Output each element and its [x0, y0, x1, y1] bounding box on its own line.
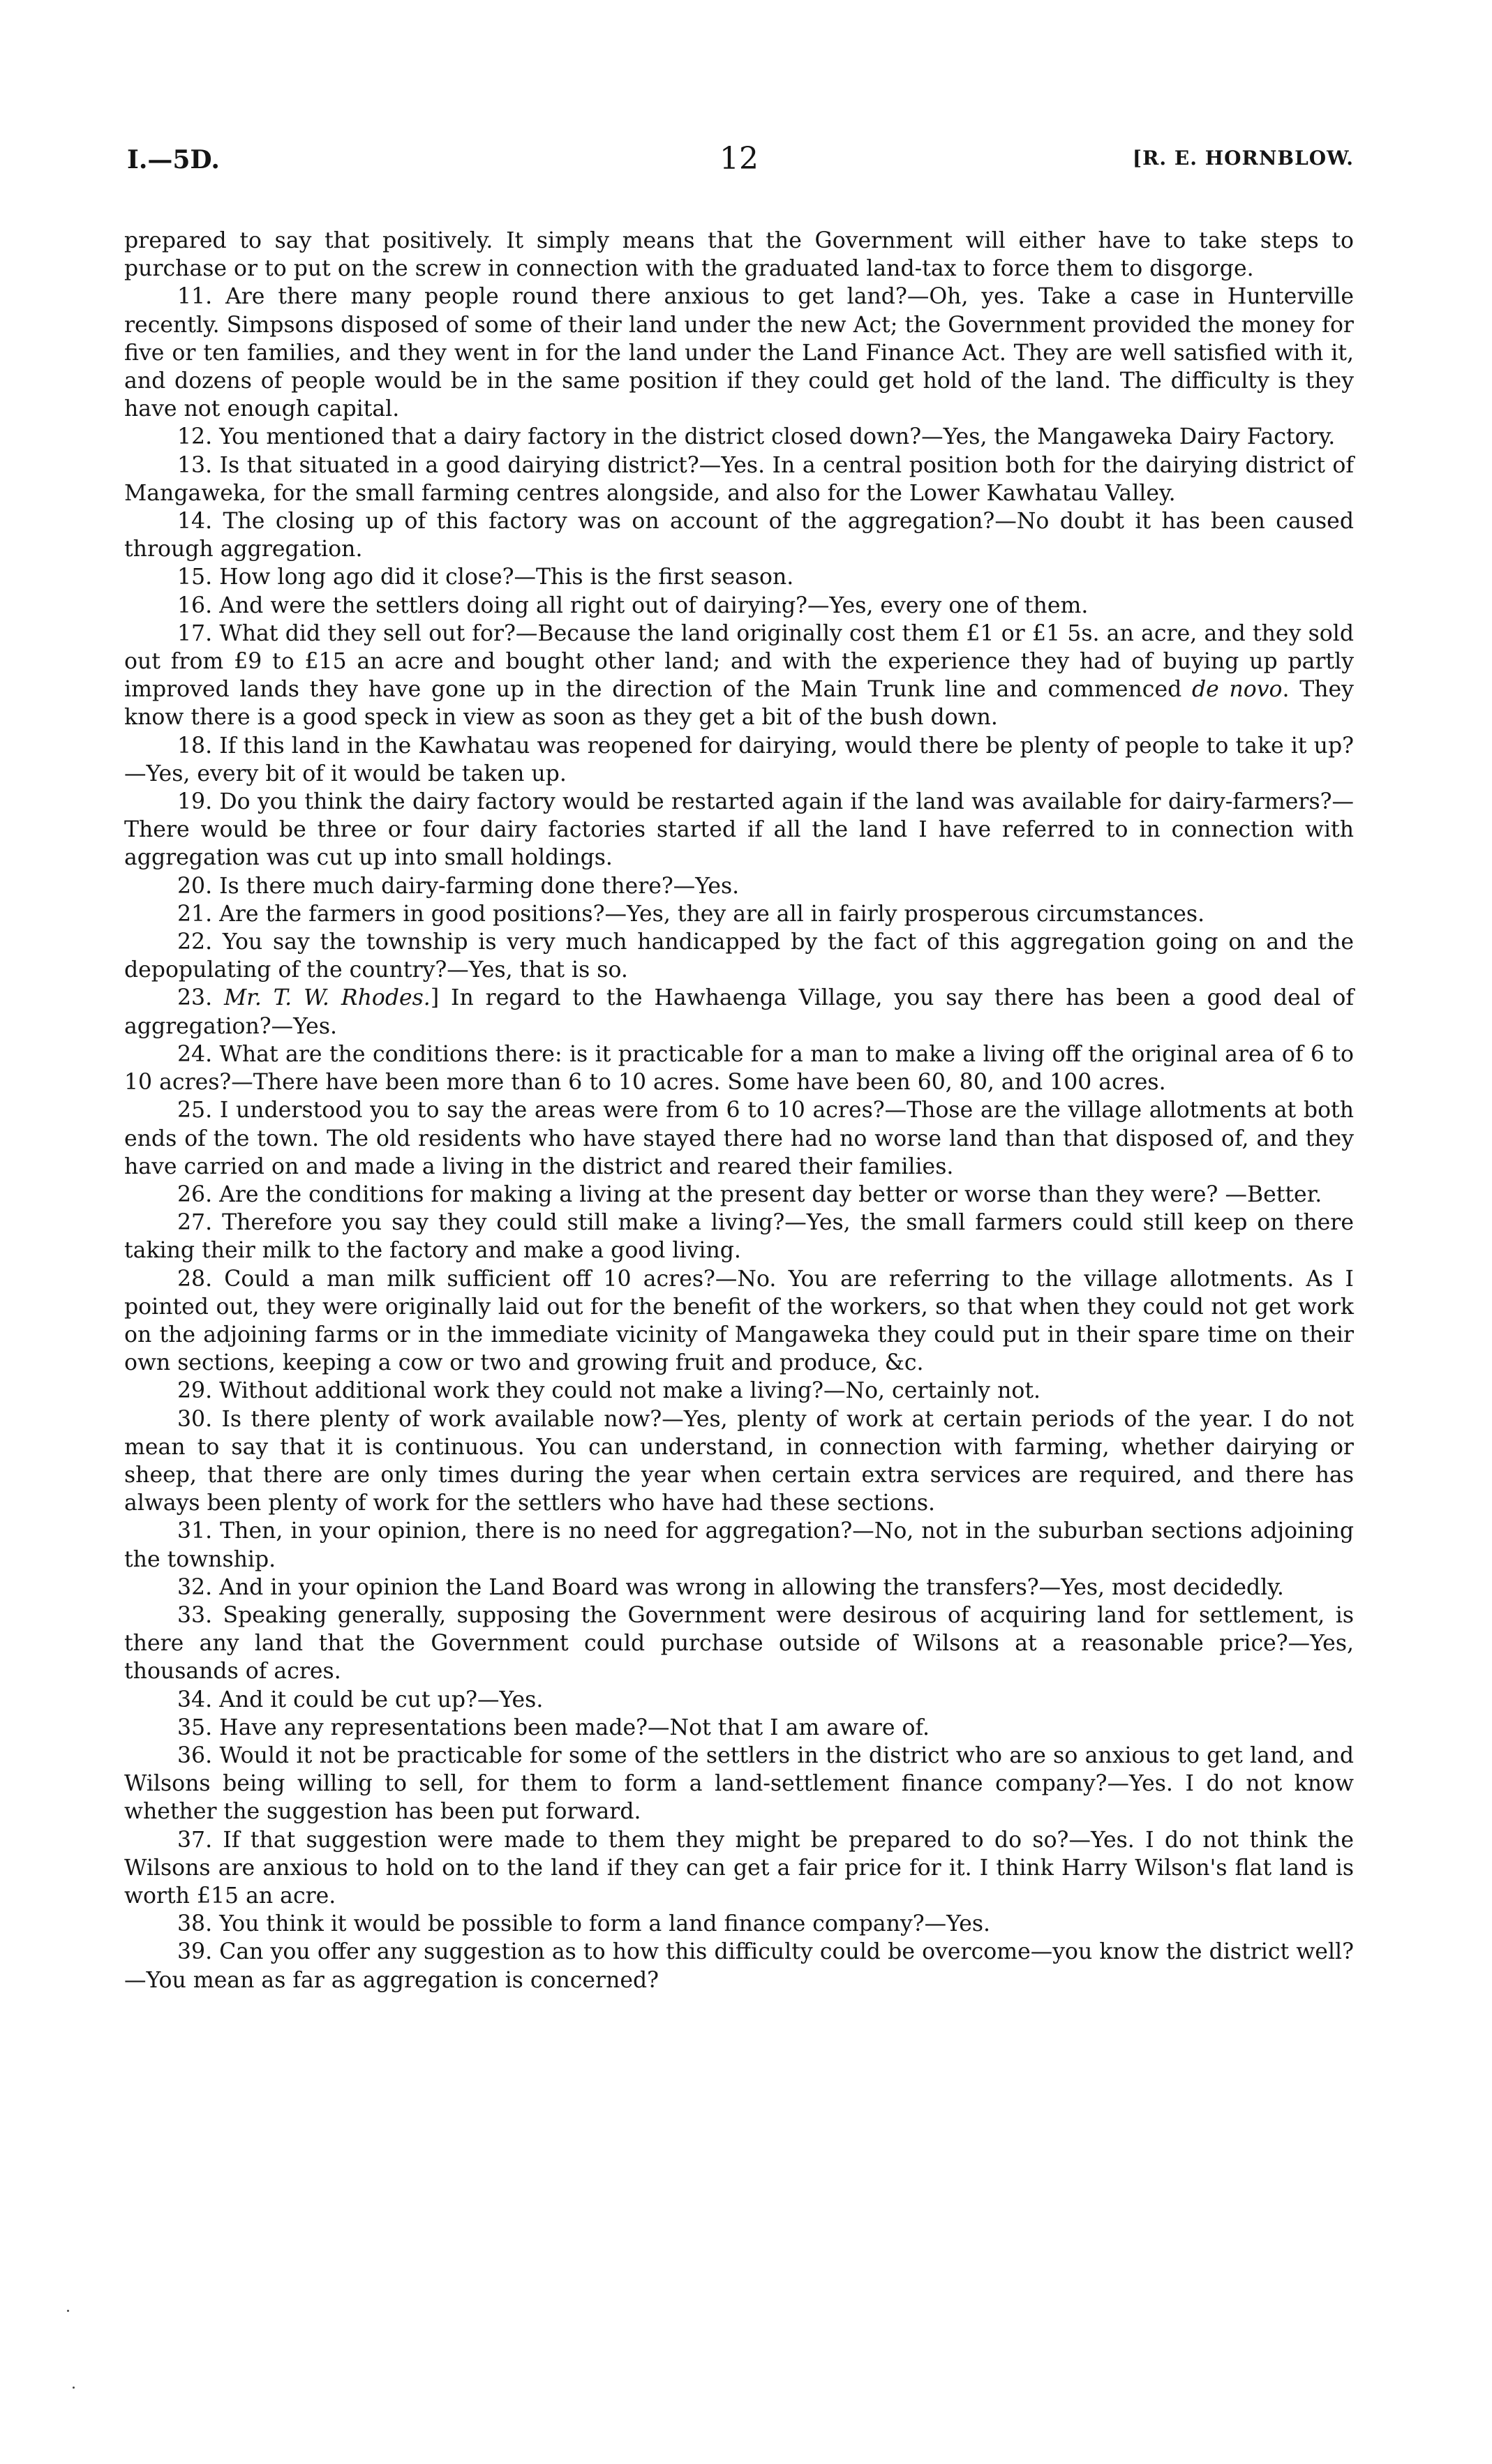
question-38: 38. You think it would be possible to form a land finance company?—Yes.	[177, 1911, 991, 1937]
question-39: 39. Can you offer any suggestion as to how this difficulty could be overcome—you know the district well?—You mean as far as aggregation is concerned?	[124, 1939, 1354, 1993]
document-page	[124, 141, 1354, 1994]
question-17-end: . They know there is a good speck in view as soon as they get a bit of the bush down.	[124, 677, 1354, 731]
latin-phrase: de novo	[1191, 677, 1283, 703]
question-25: 25. I understood you to say the areas were from 6 to 10 acres?—Those are the village allotments at both ends of the town. The old residents who have stayed there had no worse land than that disposed of, and they have carried on and made a living in the district and reared their families.	[124, 1098, 1354, 1179]
question-23	[124, 984, 1354, 1040]
question-37: 37. If that suggestion were made to them they might be prepared to do so?—Yes. I do not think the Wilsons are anxious to hold on to the land if they can get a fair price for it. I think Harry Wilson's flat land is worth £15 an acre.	[124, 1827, 1354, 1909]
question-15: 15. How long ago did it close?—This is the first season.	[177, 565, 794, 590]
question-19: 19. Do you think the dairy factory would be restarted again if the land was available for dairy-farmers?—There would be three or four dairy factories started if all the land I have referred to in connection with aggregation was cut up into small holdings.	[124, 789, 1354, 871]
question-12: 12. You mentioned that a dairy factory in the district closed down?—Yes, the Mangaweka Dairy Factory.	[177, 424, 1336, 450]
question-17	[124, 620, 1354, 732]
document-reference: I.—5D.	[127, 145, 220, 174]
question-26: 26. Are the conditions for making a living at the present day better or worse than they were? —Better.	[177, 1181, 1322, 1207]
question-30: 30. Is there plenty of work available now?—Yes, plenty of work at certain periods of the year. I do not mean to say that it is continuous. You can understand, in connection with farming, whether dairying or sheep, that there are only times during the year when certain extra services are required, and there has always been plenty of work for the settlers who have had these sections.	[124, 1406, 1354, 1516]
evidence-text	[124, 227, 1354, 1994]
question-23-text: ] In regard to the Hawhaenga Village, you say there has been a good deal of aggregation?—Yes.	[124, 985, 1354, 1039]
question-34: 34. And it could be cut up?—Yes.	[177, 1687, 544, 1712]
witness-name: [R. E. HORNBLOW.	[1132, 147, 1354, 170]
question-22: 22. You say the township is very much handicapped by the fact of this aggregation going on and the depopulating of the country?—Yes, that is so.	[124, 929, 1354, 983]
question-21: 21. Are the farmers in good positions?—Yes, they are all in fairly prosperous circumstances.	[177, 901, 1205, 927]
question-32: 32. And in your opinion the Land Board was wrong in allowing the transfers?—Yes, most decidedly.	[177, 1574, 1284, 1600]
question-35: 35. Have any representations been made?—Not that I am aware of.	[177, 1715, 930, 1740]
question-29: 29. Without additional work they could not make a living?—No, certainly not.	[177, 1378, 1041, 1404]
question-17-text: 17. What did they sell out for?—Because the land originally cost them £1 or £1 5s. an acre, and they sold out from £9 to £15 an acre and bought other land; and with the experience they had of buying up partly improved lands they have gone up in the direction of the Main Trunk line and commenced	[124, 620, 1354, 703]
scan-speck	[67, 2310, 69, 2312]
question-16: 16. And were the settlers doing all right out of dairying?—Yes, every one of them.	[177, 592, 1089, 618]
question-27: 27. Therefore you say they could still make a living?—Yes, the small farmers could still keep on there taking their milk to the factory and make a good living.	[124, 1210, 1354, 1264]
page-number: 12	[719, 141, 759, 177]
question-13: 13. Is that situated in a good dairying district?—Yes. In a central position both for the dairying district of Mangaweka, for the small farming centres alongside, and also for the Lower Kawhatau Valley.	[124, 452, 1354, 506]
question-18: 18. If this land in the Kawhatau was reopened for dairying, would there be plenty of people to take it up?—Yes, every bit of it would be taken up.	[124, 733, 1354, 786]
question-28: 28. Could a man milk sufficient off 10 acres?—No. You are referring to the village allotments. As I pointed out, they were originally laid out for the benefit of the workers, so that when they could not get work on the adjoining farms or in the immediate vicinity of Mangaweka they could put in their spare time on their own sections, keeping a cow or two and growing fruit and produce, &c.	[124, 1266, 1354, 1376]
question-11: 11. Are there many people round there anxious to get land?—Oh, yes. Take a case in Hunterville recently. Simpsons disposed of some of their land under the new Act; the Government provided the money for five or ten families, and they went in for the land under the Land Finance Act. They are well satisfied with it, and dozens of people would be in the same position if they could get hold of the land. The difficulty is they have not enough capital.	[124, 284, 1354, 422]
examiner-name: Mr. T. W. Rhodes.	[224, 985, 431, 1011]
question-24: 24. What are the conditions there: is it practicable for a man to make a living off the original area of 6 to 10 acres?—There have been more than 6 to 10 acres. Some have been 60, 80, and 100 acres.	[124, 1041, 1354, 1096]
question-23-number: 23.	[177, 985, 224, 1011]
question-20: 20. Is there much dairy-farming done there?—Yes.	[177, 873, 740, 899]
question-36: 36. Would it not be practicable for some of the settlers in the district who are so anxious to get land, and Wilsons being willing to sell, for them to form a land-settlement finance company?—Yes. I do not know whether the suggestion has been put forward.	[124, 1742, 1354, 1825]
question-14: 14. The closing up of this factory was on account of the aggregation?—No doubt it has been caused through aggregation.	[124, 509, 1354, 562]
question-31: 31. Then, in your opinion, there is no need for aggregation?—No, not in the suburban sections adjoining the township.	[124, 1518, 1354, 1572]
scan-speck	[73, 2387, 75, 2389]
continued-paragraph: prepared to say that positively. It simply means that the Government will either have to take steps to purchase or to put on the screw in connection with the graduated land-tax to force them to disgorge.	[124, 228, 1354, 282]
page-header	[124, 141, 1354, 188]
question-33: 33. Speaking generally, supposing the Government were desirous of acquiring land for settlement, is there any land that the Government could purchase outside of Wilsons at a reasonable price?—Yes, thousands of acres.	[124, 1602, 1354, 1685]
